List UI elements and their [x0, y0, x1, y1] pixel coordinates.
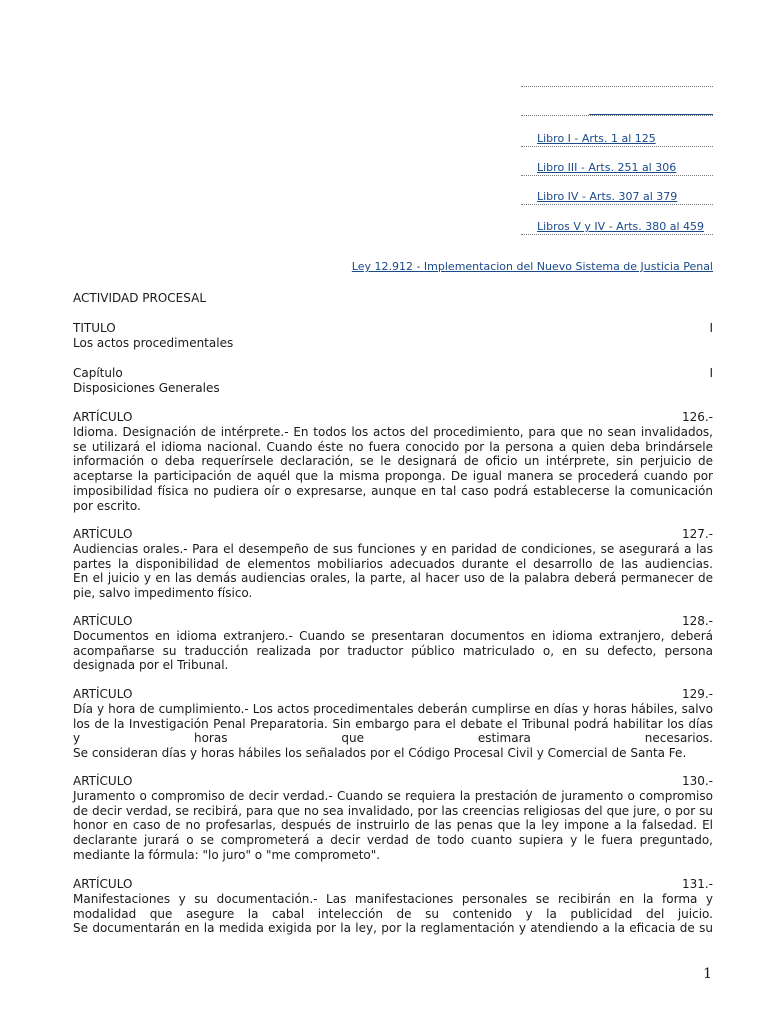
- article-number: 131.-: [681, 877, 713, 891]
- article-126: [73, 410, 713, 514]
- article-paragraph: Día y hora de cumplimiento.- Los actos procedimentales deberán cumplirse en días y horas hábiles, salvo los de la Investigación Penal Preparatoria. Sin embargo para el debate el Tribunal podrá habilitar los días y horas que estimara necesarios.: [73, 701, 713, 746]
- article-number: 126.-: [681, 410, 713, 424]
- article-129: [73, 687, 713, 761]
- article-128: [73, 614, 713, 673]
- article-paragraph: Manifestaciones y su documentación.- Las manifestaciones personales se recibirán en la forma y modalidad que asegure la cabal intelección de su contenido y la publicidad del juicio.: [73, 891, 713, 921]
- article-label: ARTÍCULO: [73, 410, 133, 424]
- nav-dotted-line: [521, 86, 713, 87]
- nav-dotted-line: [521, 115, 713, 116]
- nav-link-libro-3[interactable]: Libro III - Arts. 251 al 306: [521, 161, 713, 176]
- titulo-block: [73, 321, 713, 351]
- article-paragraph: Documentos en idioma extranjero.- Cuando se presentaran documentos en idioma extranjero, deberá acompañarse su traducción realizada por traductor público matriculado o, en su defecto, persona designada por el Tribunal.: [73, 628, 713, 673]
- article-paragraph: Audiencias orales.- Para el desempeño de sus funciones y en paridad de condiciones, se asegurará a las partes la disponibilidad de elementos mobiliarios adecuados durante el desarrollo de las audiencias.: [73, 541, 713, 571]
- titulo-numeral: I: [709, 321, 713, 335]
- section-heading: ACTIVIDAD PROCESAL: [73, 291, 207, 305]
- law-link[interactable]: Ley 12.912 - Implementacion del Nuevo Sistema de Justicia Penal: [351, 260, 713, 273]
- capitulo-numeral: I: [709, 366, 713, 380]
- article-number: 130.-: [681, 774, 713, 788]
- article-130: [73, 774, 713, 863]
- article-paragraph: En el juicio y en las demás audiencias orales, la parte, al hacer uso de la palabra deberá permanecer de pie, salvo impedimento físico.: [73, 571, 713, 601]
- capitulo-name: Disposiciones Generales: [73, 380, 220, 395]
- titulo-label: TITULO: [73, 321, 116, 335]
- article-paragraph: Idioma. Designación de intérprete.- En todos los actos del procedimiento, para que no sean invalidados, se utilizará el idioma nacional. Cuando éste no fuera conocido por la persona a quien deba brindársele información o deba requerírsele declaración, se le designará de oficio un intérprete, sin perjuicio de aceptarse la participación de aquél que la misma proponga. De igual manera se procederá cuando por imposibilidad física no pudiera oír o expresarse, aunque en tal caso podrá establecerse la comunicación por escrito.: [73, 424, 713, 513]
- nav-link-libros-5[interactable]: Libros V y IV - Arts. 380 al 459: [521, 220, 713, 235]
- nav-link-libro-1[interactable]: Libro I - Arts. 1 al 125: [521, 132, 713, 147]
- nav-link-underline[interactable]: [589, 114, 713, 115]
- article-number: 128.-: [681, 614, 713, 628]
- titulo-name: Los actos procedimentales: [73, 335, 234, 350]
- article-label: ARTÍCULO: [73, 774, 133, 788]
- article-label: ARTÍCULO: [73, 614, 133, 628]
- article-127: [73, 527, 713, 601]
- article-number: 129.-: [681, 687, 713, 701]
- capitulo-label: Capítulo: [73, 366, 123, 380]
- article-131: [73, 877, 713, 936]
- document-page: [73, 0, 713, 1024]
- article-label: ARTÍCULO: [73, 527, 133, 541]
- page-number: 1: [703, 966, 712, 982]
- nav-link-libro-4[interactable]: Libro IV - Arts. 307 al 379: [521, 190, 713, 205]
- article-paragraph: Se documentarán en la medida exigida por la ley, por la reglamentación y atendiendo a la eficacia de su: [73, 921, 713, 936]
- article-label: ARTÍCULO: [73, 687, 133, 701]
- capitulo-block: [73, 366, 713, 396]
- article-paragraph: Juramento o compromiso de decir verdad.- Cuando se requiera la prestación de juramento o compromiso de decir verdad, se recibirá, para que no sea invalidado, por las creencias religiosas del que jure, o por su honor en caso de no profesarlas, después de instruirlo de las penas que la ley impone a la falsedad. El declarante jurará o se comprometerá a decir verdad de todo cuanto supiera y le fuera preguntado, mediante la fórmula: "lo juro" o "me comprometo".: [73, 788, 713, 862]
- article-paragraph: Se consideran días y horas hábiles los señalados por el Código Procesal Civil y Comercial de Santa Fe.: [73, 746, 687, 761]
- article-number: 127.-: [681, 527, 713, 541]
- article-label: ARTÍCULO: [73, 877, 133, 891]
